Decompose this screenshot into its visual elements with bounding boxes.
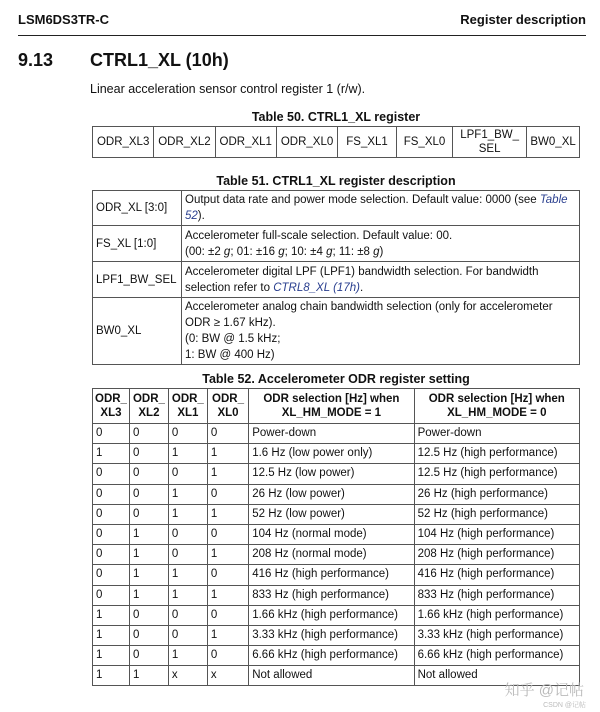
table-cell: 208 Hz (normal mode) bbox=[249, 545, 414, 565]
table-cell: Power-down bbox=[414, 424, 579, 444]
table-cell: 0 bbox=[129, 504, 168, 524]
table-row bbox=[93, 605, 580, 625]
table-cell: 0 bbox=[93, 504, 130, 524]
section-title bbox=[18, 50, 229, 71]
table50-caption: Table 50. CTRL1_XL register bbox=[251, 110, 421, 124]
table-cell: 0 bbox=[93, 545, 130, 565]
table52-col-header: ODR_ XL0 bbox=[207, 389, 248, 424]
table-cell: 104 Hz (normal mode) bbox=[249, 524, 414, 544]
table-cell: 26 Hz (low power) bbox=[249, 484, 414, 504]
table-row bbox=[93, 464, 580, 484]
table51-row bbox=[93, 226, 580, 262]
table-cell: 0 bbox=[207, 524, 248, 544]
table50-cell-text: LPF1_BW_ SEL bbox=[460, 129, 520, 155]
table51-field-name: BW0_XL bbox=[93, 298, 182, 365]
table-cell: 1 bbox=[129, 545, 168, 565]
table-cell: Power-down bbox=[249, 424, 414, 444]
table50-cell: ODR_XL1 bbox=[215, 127, 276, 158]
header-divider bbox=[18, 35, 586, 36]
table-cell: 0 bbox=[207, 646, 248, 666]
table-cell: 1 bbox=[168, 484, 207, 504]
table-cell: 1 bbox=[207, 585, 248, 605]
desc-text: ). bbox=[197, 210, 205, 222]
table-cell: 0 bbox=[129, 605, 168, 625]
table51-field-desc bbox=[182, 262, 580, 298]
table-cell: 0 bbox=[207, 424, 248, 444]
table52-col-header: ODR selection [Hz] when XL_HM_MODE = 1 bbox=[249, 389, 414, 424]
table-cell: 0 bbox=[207, 484, 248, 504]
desc-line: Accelerometer analog chain bandwidth selection (only for accelerometer ODR ≥ 1.67 kHz). bbox=[185, 301, 553, 329]
table-cell: 1 bbox=[207, 625, 248, 645]
table-cell: 0 bbox=[168, 605, 207, 625]
doc-section-name: Register description bbox=[460, 12, 586, 27]
desc-text: Accelerometer digital LPF (LPF1) bandwidth selection. For bandwidth selection refer to bbox=[185, 265, 539, 294]
table50-cell: FS_XL1 bbox=[338, 127, 397, 158]
table-cell: 0 bbox=[168, 424, 207, 444]
table-row bbox=[93, 504, 580, 524]
table-cell: 1 bbox=[168, 444, 207, 464]
table52 bbox=[92, 388, 580, 686]
table-cell: 1 bbox=[93, 666, 130, 686]
table-row bbox=[93, 424, 580, 444]
section-intro: Linear acceleration sensor control register 1 (r/w). bbox=[90, 82, 366, 96]
table-cell: 1.66 kHz (high performance) bbox=[249, 605, 414, 625]
table-cell: Not allowed bbox=[414, 666, 579, 686]
table-cell: 0 bbox=[93, 424, 130, 444]
desc-line: (0: BW @ 1.5 kHz; bbox=[185, 333, 281, 345]
desc-line: Accelerometer full-scale selection. Default value: 00. bbox=[185, 229, 453, 242]
table-cell: 0 bbox=[207, 605, 248, 625]
table-cell: 1.6 Hz (low power only) bbox=[249, 444, 414, 464]
table51-field-desc bbox=[182, 191, 580, 226]
section-heading: CTRL1_XL (10h) bbox=[90, 50, 229, 70]
table-cell: 208 Hz (high performance) bbox=[414, 545, 579, 565]
table-cell: 1 bbox=[129, 666, 168, 686]
table-row bbox=[93, 444, 580, 464]
table-cell: 1 bbox=[168, 504, 207, 524]
table-cell: 1 bbox=[168, 565, 207, 585]
table-cell: 52 Hz (low power) bbox=[249, 504, 414, 524]
table50 bbox=[92, 126, 580, 158]
table-cell: 6.66 kHz (high performance) bbox=[249, 646, 414, 666]
table52-body bbox=[93, 424, 580, 686]
table52-col-header: ODR_ XL3 bbox=[93, 389, 130, 424]
table-cell: 104 Hz (high performance) bbox=[414, 524, 579, 544]
watermark: 知乎 @记帖 bbox=[504, 682, 584, 699]
table-cell: 1 bbox=[168, 646, 207, 666]
table-cell: 1 bbox=[207, 464, 248, 484]
table-cell: 0 bbox=[129, 625, 168, 645]
table-cell: 1 bbox=[93, 625, 130, 645]
page-header bbox=[18, 12, 586, 32]
table52-col-header: ODR selection [Hz] when XL_HM_MODE = 0 bbox=[414, 389, 579, 424]
table-cell: 26 Hz (high performance) bbox=[414, 484, 579, 504]
table-cell: 3.33 kHz (high performance) bbox=[249, 625, 414, 645]
desc-text: Output data rate and power mode selection. Default value: 0000 (see bbox=[185, 194, 540, 206]
table-cell: 416 Hz (high performance) bbox=[249, 565, 414, 585]
table-cell: 0 bbox=[168, 464, 207, 484]
table52-header-row bbox=[93, 389, 580, 424]
watermark-sub: CSDN @记帖 bbox=[543, 702, 586, 709]
table-cell: 1 bbox=[93, 646, 130, 666]
table-row bbox=[93, 585, 580, 605]
table-cell: 0 bbox=[93, 565, 130, 585]
table-cell: 0 bbox=[168, 524, 207, 544]
table-row bbox=[93, 545, 580, 565]
table-cell: 52 Hz (high performance) bbox=[414, 504, 579, 524]
table51-field-name: LPF1_BW_SEL bbox=[93, 262, 182, 298]
table-cell: 1 bbox=[93, 605, 130, 625]
table51-caption: Table 51. CTRL1_XL register description bbox=[216, 174, 456, 188]
table-cell: 0 bbox=[129, 646, 168, 666]
desc-line: (00: ±2 g; 01: ±16 g; 10: ±4 g; 11: ±8 g) bbox=[185, 245, 384, 258]
table-cell: 833 Hz (high performance) bbox=[414, 585, 579, 605]
table-cell: 0 bbox=[129, 424, 168, 444]
table-cell: 0 bbox=[93, 585, 130, 605]
table-cell: 416 Hz (high performance) bbox=[414, 565, 579, 585]
table-row bbox=[93, 484, 580, 504]
table-cell: 1 bbox=[207, 504, 248, 524]
table-row bbox=[93, 646, 580, 666]
table-cell: 1 bbox=[129, 585, 168, 605]
table52-col-header: ODR_ XL2 bbox=[129, 389, 168, 424]
table50-cell: ODR_XL3 bbox=[93, 127, 154, 158]
table-cell: Not allowed bbox=[249, 666, 414, 686]
table-cell: 0 bbox=[168, 545, 207, 565]
ctrl8-xl-link[interactable]: CTRL8_XL (17h) bbox=[273, 281, 360, 294]
table52-caption: Table 52. Accelerometer ODR register setting bbox=[202, 372, 470, 386]
table-cell: 1 bbox=[207, 545, 248, 565]
table-cell: 833 Hz (high performance) bbox=[249, 585, 414, 605]
table52-col-header: ODR_ XL1 bbox=[168, 389, 207, 424]
table51-field-name: ODR_XL [3:0] bbox=[93, 191, 182, 226]
table-cell: 1 bbox=[129, 524, 168, 544]
table50-cell: BW0_XL bbox=[527, 127, 580, 158]
table-cell: 3.33 kHz (high performance) bbox=[414, 625, 579, 645]
table-cell: 1 bbox=[168, 585, 207, 605]
desc-line: 1: BW @ 400 Hz) bbox=[185, 349, 275, 361]
table52-link[interactable]: Table 52 bbox=[185, 194, 568, 222]
table-cell: 0 bbox=[129, 464, 168, 484]
table-row bbox=[93, 524, 580, 544]
table-cell: 0 bbox=[168, 625, 207, 645]
table-cell: 0 bbox=[93, 484, 130, 504]
table51-field-name: FS_XL [1:0] bbox=[93, 226, 182, 262]
table51 bbox=[92, 190, 580, 365]
table-cell: 0 bbox=[93, 464, 130, 484]
table-row bbox=[93, 565, 580, 585]
table50-cell bbox=[453, 127, 527, 158]
table50-row bbox=[93, 127, 580, 158]
table50-cell: FS_XL0 bbox=[396, 127, 452, 158]
table51-field-desc bbox=[182, 226, 580, 262]
table51-row bbox=[93, 262, 580, 298]
table-cell: x bbox=[168, 666, 207, 686]
table50-cell: ODR_XL2 bbox=[154, 127, 215, 158]
table-cell: 0 bbox=[207, 565, 248, 585]
table-cell: 1 bbox=[93, 444, 130, 464]
section-number: 9.13 bbox=[18, 50, 54, 70]
doc-part-number: LSM6DS3TR-C bbox=[18, 12, 110, 27]
table51-row bbox=[93, 191, 580, 226]
table-cell: 12.5 Hz (low power) bbox=[249, 464, 414, 484]
table-cell: 1.66 kHz (high performance) bbox=[414, 605, 579, 625]
table-cell: 12.5 Hz (high performance) bbox=[414, 444, 579, 464]
table51-field-desc bbox=[182, 298, 580, 365]
table-cell: 12.5 Hz (high performance) bbox=[414, 464, 579, 484]
table-cell: 0 bbox=[129, 444, 168, 464]
table-cell: x bbox=[207, 666, 248, 686]
table-cell: 0 bbox=[129, 484, 168, 504]
desc-text: . bbox=[359, 281, 364, 294]
table-cell: 1 bbox=[207, 444, 248, 464]
table-cell: 0 bbox=[93, 524, 130, 544]
table51-row bbox=[93, 298, 580, 365]
table-cell: 6.66 kHz (high performance) bbox=[414, 646, 579, 666]
table-cell: 1 bbox=[129, 565, 168, 585]
table50-cell: ODR_XL0 bbox=[276, 127, 337, 158]
table-row bbox=[93, 625, 580, 645]
